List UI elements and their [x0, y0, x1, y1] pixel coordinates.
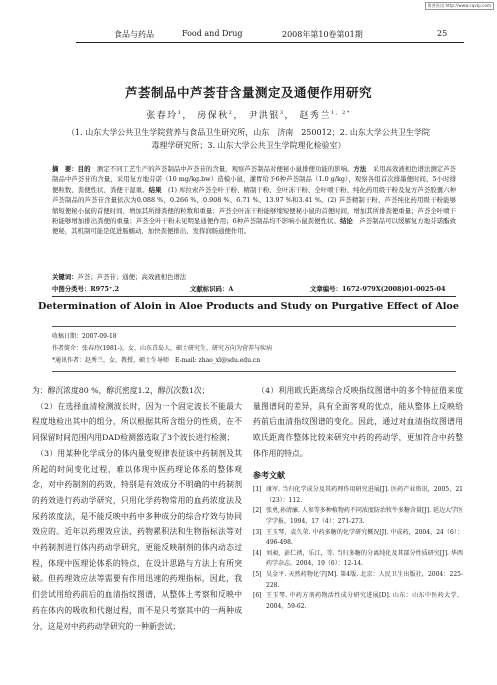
author-affil-mark: 3 [279, 110, 285, 116]
references-heading: 参考文献 [253, 470, 285, 480]
reference-item [253, 528, 463, 549]
abstract-section-label: 结论 [339, 217, 353, 226]
abstract-rule [52, 296, 456, 297]
reference-number: [6] [253, 592, 262, 600]
reference-number: [2] [253, 507, 262, 515]
author-name: 尹洪银 [248, 111, 280, 121]
reference-item [253, 591, 463, 612]
abstract-text: 采用高效液相色谱法测定芦荟制品中芦荟苷的含量，采用复方地芬诺（10 mg/kg.bw）造模小鼠，灌胃给予6种芦荟制品（1.0 g/kg），观察各组首次排墨便时间、5小时排便粒数、粪便性状、粪便干湿重。 [52, 165, 457, 194]
author-affil-mark: 1 [177, 110, 183, 116]
keywords [52, 272, 456, 281]
body-paragraph: 为：醇沉浓度80 %，醇沉密度1.2，醇沉次数1次； [32, 386, 210, 395]
article-title: 芦荟制品中芦荟苷含量测定及通便作用研究 [124, 85, 372, 100]
author-name: 张春玲 [146, 111, 178, 121]
abstract-text: (1) 库拉索芦荟全叶干粉、精制干粉、全叶冻干粉、全叶喷干粉、纯化药用级干粉及复方芦荟胶囊六种芦荟制品的芦荟苷含量依次为0.088 %、0.266 %、0.908 %、6.71 %、13.97 %和3.41 %。(2) 芦荟精制干粉、芦荟纯化药用级干粉能够缩短便秘小鼠的首便时间、增加其所排粪便的粒数和重量；芦荟全叶冻干粉能够缩短便秘小鼠的首便时间，增加其所排粪便重量；芦荟全叶喷干粉能够增加排出粪便的重量；芦荟全叶干粉未见明显通便作用；6种芦荟制品均不影响小鼠粪便性状。 [52, 185, 457, 226]
watermark-stamp: 维普资讯 http://www.cqvip.com [425, 2, 494, 10]
reference-item [253, 506, 463, 527]
reference-number: [4] [253, 549, 262, 557]
document-code: 文献标识码：A [190, 285, 234, 293]
author-list: 张春玲$^1$， 房保秋$^2$， 尹洪银$^3$， 赵秀兰$^{1,2*}$ [146, 110, 351, 121]
body-paragraph: （2）在选择血清检测波长时，因为一个固定波长不能最大程度地检出其中的组分，所以根据其所含组分的性质，在不同保留时间范围内用DAD检测器选取了3个波长进行检测； [32, 401, 242, 443]
abstract-section-label: 目的 [77, 165, 91, 173]
reference-number: [1] [253, 486, 262, 494]
reference-text: 刘昶，彭仁琇，乐江，等. 当归多糖的分离纯化及其部分性质研究[J]. 华西药学杂志，2004，19（6）：12-14. [266, 549, 463, 568]
affiliation-line: 毒理学研究所；3. 山东大学公共卫生学院理化检验室） [151, 141, 346, 150]
abstract-label: 摘 要： [52, 165, 78, 173]
reference-list [253, 485, 463, 612]
clc-number: 中图分类号：R975⁺.2 [52, 285, 120, 293]
affiliation-line: （1. 山东大学公共卫生学院营养与食品卫生研究所，山东 济南 250012；2. 山东大学公共卫生学院 [67, 128, 430, 137]
body-left-column [32, 383, 242, 634]
affiliations [60, 126, 437, 152]
reference-text: 王玉琴，袁久荣. 中药多糖的化学研究概况[J]. 中成药，2004，24（6）：496-498. [266, 528, 463, 547]
author-affil-mark: 2 [228, 110, 234, 116]
reference-number: [5] [253, 570, 262, 578]
body-paragraph: （3）用某种化学成分的体内量变规律表征该中药制剂及其所起的时间变化过程，难以体现中医药理论体系的整体观念，对中药制剂的药效，特别是有效成分不明确的中药制剂的药效进行药动学研究，只用化学药物常用的血药浓度法及尿药浓度法，是不能反映中药中多种成分的综合疗效与协同效应的。近年以药理效应法、药物累积法和生物指标法等对中药制剂进行体内药动学研究，更能反映制剂的体内动态过程，体现中医理论体系的特点，在设计思路与方法上有所突破。但药理效应法等需要有作用迅速的药理指标，因此，我们尝试用给药前后的血清指纹图谱，从整体上考察和反映中药在体内的吸收和代谢过程，而不是只考察其中的一两种成分，这是对中药药动学研究的一种新尝试； [32, 448, 242, 631]
abstract-section-label: 方法 [353, 165, 367, 173]
reference-item [253, 485, 463, 506]
body-right-column [253, 383, 463, 612]
journal-name-cn: 食品与药品 [114, 30, 154, 39]
journal-name-en: Food and Drug [182, 29, 243, 38]
keywords-text: 芦荟；芦荟苷；通便；高效液相色谱法 [77, 273, 187, 281]
abstract-section-label: 结果 [148, 185, 162, 194]
issue-info: 2008年第10卷第01期 [282, 30, 363, 39]
reference-text: 王玉琴. 中药方剂药物活性成分研究进展[D]. 山东：山东中医药大学，2004，59-62. [266, 592, 463, 610]
received-date: 收稿日期：2007-09-18 [52, 333, 117, 340]
header-rule [76, 42, 464, 43]
author-bio: 作者简介：张春玲(1981-)，女，山东青岛人，硕士研究生，研究方向为营养与疾病 [52, 345, 272, 352]
reference-text: 张勇,孙清廉. 人参等多种植物药不同浓度防治牧牛多糖含量[J]. 延边大学医学学报，1994，17（4）：271-273. [266, 507, 463, 525]
reference-item [253, 549, 463, 570]
footnote-rule-top [52, 326, 456, 327]
reference-item [253, 570, 463, 591]
page-number: 25 [437, 29, 448, 38]
corresponding-author: *通讯作者：赵秀兰，女，教授，硕士生导师 E-mail: zhao_xl@sdu.edu.cn [52, 357, 261, 364]
abstract-text: 测定不同工艺生产的芦荟制品中芦荟苷的含量，观察芦荟制品对便秘小鼠排便功能的影响。 [90, 165, 354, 173]
author-name: 房保秋 [197, 111, 229, 121]
article-number: 文章编号：1672-979X(2008)01-0025-04 [310, 285, 446, 293]
abstract-text: 芦荟制品可以缓解复方地芬诺酯致便秘，其机制可能是促进肠蠕动，加快粪便排出、发挥润肠通便作用。 [52, 217, 457, 236]
abstract [52, 164, 456, 237]
reference-text: 康军. 当归化学成分及其药理作用研究进展[J]. 医药产业资讯，2005，21（23）：112. [266, 486, 463, 504]
body-paragraph: （4）利用欧氏距离综合反映指纹图谱中的多个特征值来度量图谱间的差异，具有全面客观的优点，能从整体上反映给药前后血清指纹图谱的变化。因此，通过对血清指纹图谱用欧氏距离作整体比较来研究中药的药动学，更加符合中药整体作用的特点。 [253, 386, 463, 458]
reference-text: 吴金平. 天然药物化学[M]. 第4版. 北京：人民卫生出版社，2004：225-228. [266, 570, 463, 589]
english-title: Determination of Aloin in Aloe Products and Study on Purgative Effect of Aloe [38, 301, 459, 312]
footnote-rule-bottom [52, 371, 456, 372]
author-name: 赵秀兰 [299, 111, 331, 121]
keywords-label: 关键词： [52, 273, 78, 281]
author-affil-mark: 1，2* [330, 110, 351, 116]
reference-number: [3] [253, 528, 262, 536]
